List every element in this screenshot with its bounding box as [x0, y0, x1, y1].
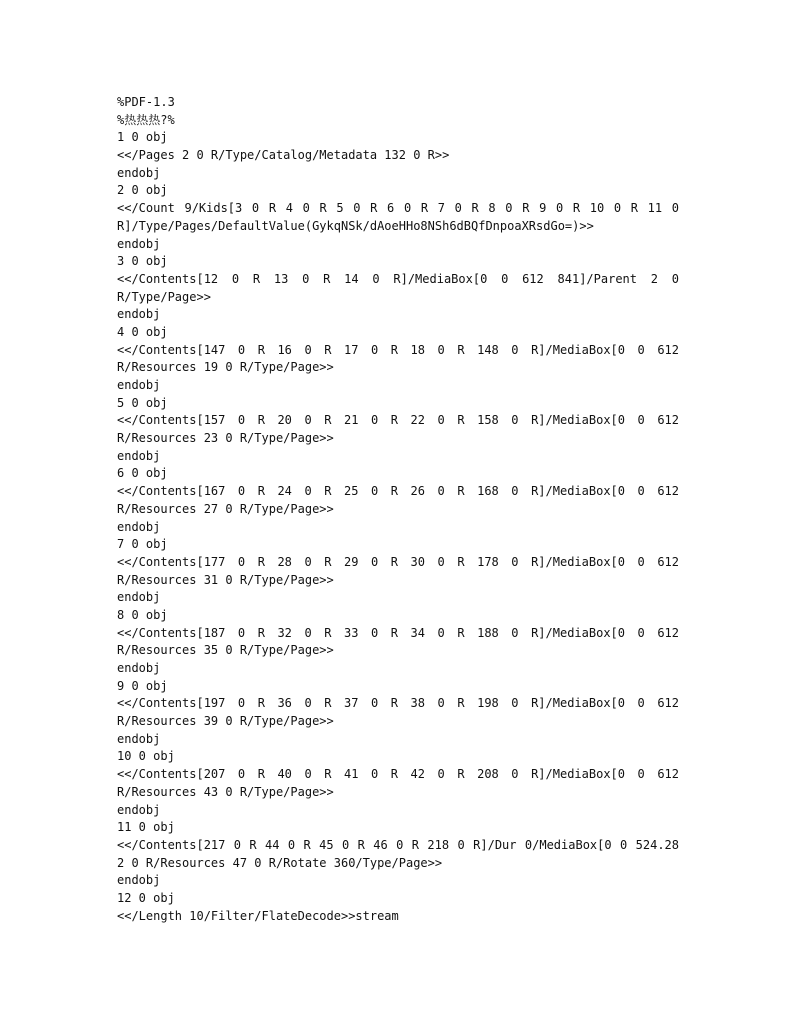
text-line: endobj: [117, 165, 161, 180]
text-line: <</Contents[217 0 R 44 0 R 45 0 R 46 0 R 218 0 R]/Dur 0/MediaBox[0 0 524.28: [117, 837, 679, 852]
text-line: endobj: [117, 448, 161, 463]
text-line: 11 0 obj: [117, 820, 175, 835]
text-line: <</Length 10/Filter/FlateDecode>>stream: [117, 908, 399, 923]
text-line: 1 0 obj: [117, 130, 168, 145]
text-line: endobj: [117, 307, 161, 322]
text-line: 6 0 obj: [117, 466, 168, 481]
text-line: R/Resources 19 0 R/Type/Page>>: [117, 360, 334, 375]
text-line: 8 0 obj: [117, 607, 168, 622]
text-line: endobj: [117, 236, 161, 251]
text-line: <</Contents[187 0 R 32 0 R 33 0 R 34 0 R 188 0 R]/MediaBox[0 0 612: [117, 625, 679, 640]
text-line: endobj: [117, 590, 161, 605]
text-line: 10 0 obj: [117, 749, 175, 764]
text-line: R/Resources 43 0 R/Type/Page>>: [117, 784, 334, 799]
text-line: R/Resources 35 0 R/Type/Page>>: [117, 643, 334, 658]
text-line: 12 0 obj: [117, 890, 175, 905]
text-line: <</Contents[147 0 R 16 0 R 17 0 R 18 0 R 148 0 R]/MediaBox[0 0 612: [117, 342, 679, 357]
text-line: R/Resources 39 0 R/Type/Page>>: [117, 714, 334, 729]
text-line: 2 0 obj: [117, 183, 168, 198]
text-line: R/Resources 27 0 R/Type/Page>>: [117, 501, 334, 516]
text-line: <</Contents[207 0 R 40 0 R 41 0 R 42 0 R 208 0 R]/MediaBox[0 0 612: [117, 767, 679, 782]
text-line: 4 0 obj: [117, 324, 168, 339]
text-line: <</Contents[157 0 R 20 0 R 21 0 R 22 0 R 158 0 R]/MediaBox[0 0 612: [117, 413, 679, 428]
text-line: endobj: [117, 519, 161, 534]
text-line: endobj: [117, 873, 161, 888]
text-line: R]/Type/Pages/DefaultValue(GykqNSk/dAoeHHo8NSh6dBQfDnpoaXRsdGo=)>>: [117, 218, 594, 233]
text-line: <</Contents[197 0 R 36 0 R 37 0 R 38 0 R 198 0 R]/MediaBox[0 0 612: [117, 696, 679, 711]
text-line: R/Type/Page>>: [117, 289, 211, 304]
text-line: endobj: [117, 378, 161, 392]
text-line: <</Contents[12 0 R 13 0 R 14 0 R]/MediaBox[0 0 612 841]/Parent 2 0: [117, 271, 679, 286]
text-line: endobj: [117, 802, 161, 817]
text-line: R/Resources 23 0 R/Type/Page>>: [117, 431, 334, 446]
text-line: endobj: [117, 661, 161, 675]
text-line: %热热热?%: [117, 112, 175, 127]
text-line: <</Pages 2 0 R/Type/Catalog/Metadata 132 0 R>>: [117, 148, 450, 163]
text-line: 2 0 R/Resources 47 0 R/Rotate 360/Type/Page>>: [117, 855, 443, 870]
pdf-source-text: [117, 94, 679, 925]
text-line: 3 0 obj: [117, 254, 168, 269]
text-line: 7 0 obj: [117, 537, 168, 552]
text-line: <</Count 9/Kids[3 0 R 4 0 R 5 0 R 6 0 R 7 0 R 8 0 R 9 0 R 10 0 R 11 0: [117, 201, 679, 216]
text-line: R/Resources 31 0 R/Type/Page>>: [117, 572, 334, 587]
text-line: 5 0 obj: [117, 395, 168, 410]
text-line: endobj: [117, 731, 161, 746]
text-line: <</Contents[177 0 R 28 0 R 29 0 R 30 0 R 178 0 R]/MediaBox[0 0 612: [117, 554, 679, 569]
text-line: 9 0 obj: [117, 678, 168, 693]
text-line: <</Contents[167 0 R 24 0 R 25 0 R 26 0 R 168 0 R]/MediaBox[0 0 612: [117, 484, 679, 499]
text-line: %PDF-1.3: [117, 95, 175, 109]
